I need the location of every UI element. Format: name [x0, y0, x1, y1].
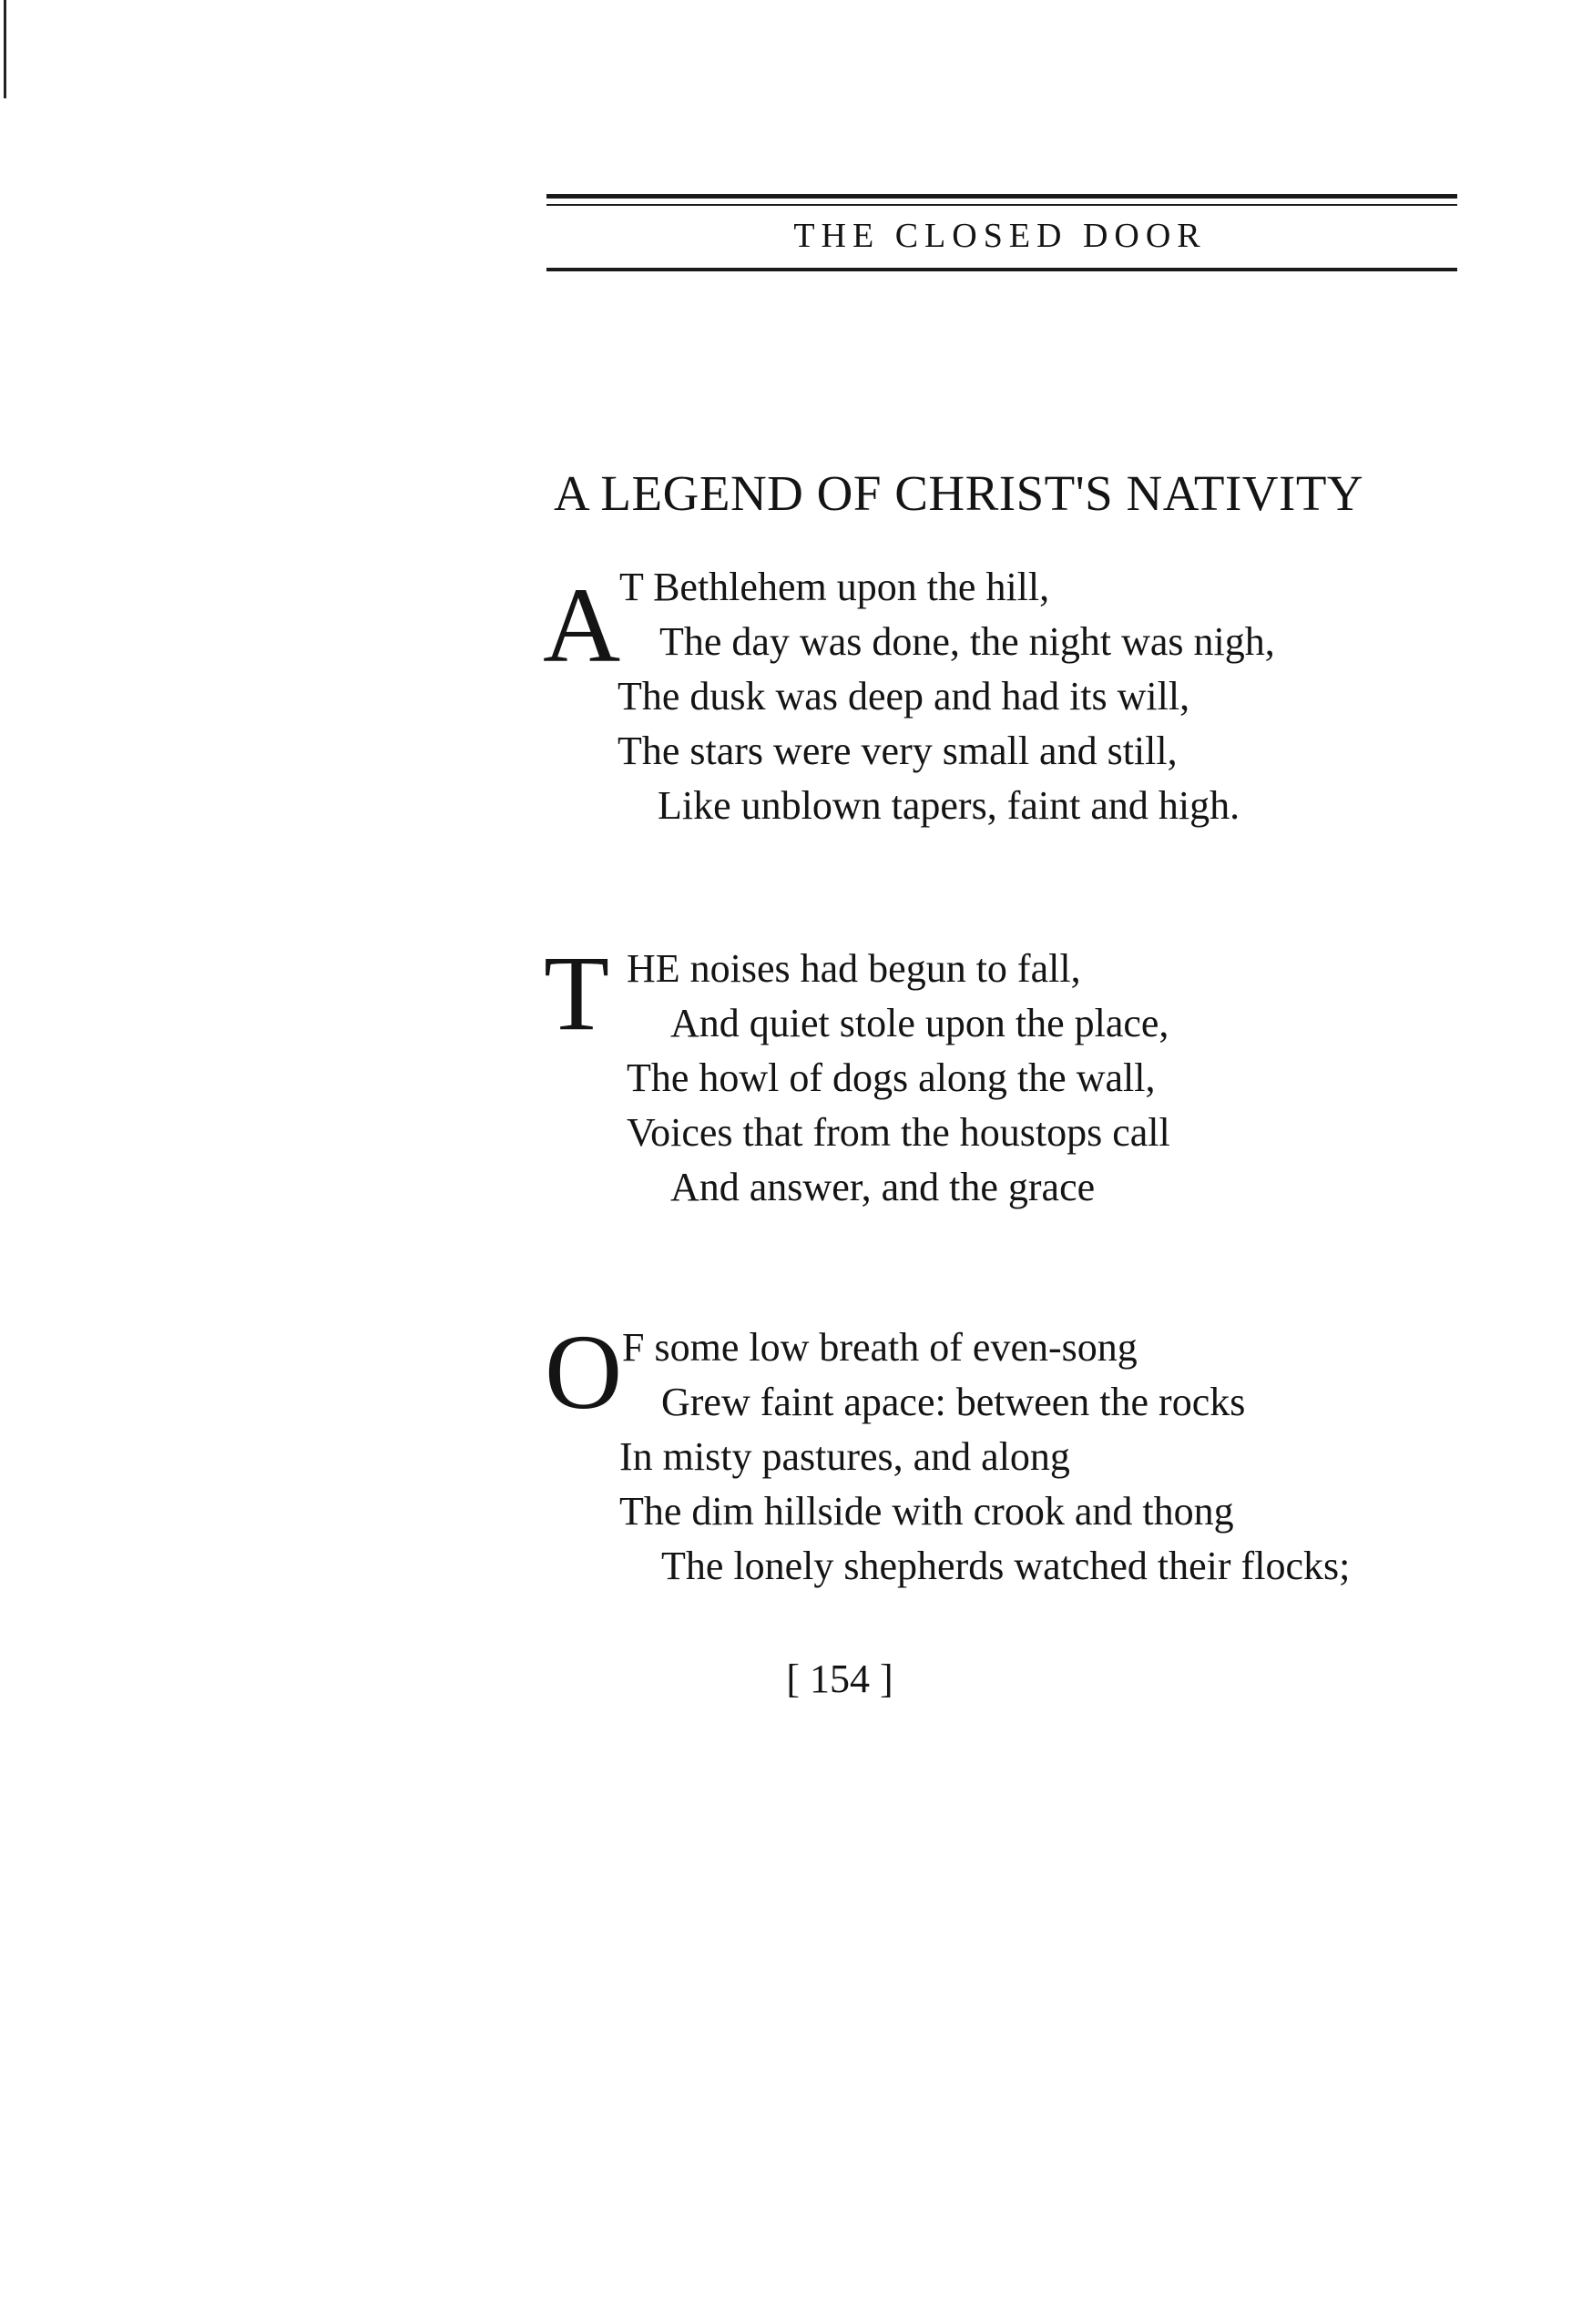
running-head-title: THE CLOSED DOOR [793, 217, 1207, 255]
poem-line: The lonely shepherds watched their flocks; [661, 1544, 1351, 1588]
poem-line: The dim hillside with crook and thong [619, 1489, 1234, 1534]
poem-line: F some low breath of even-song [622, 1325, 1138, 1370]
margin-scan-mark [4, 0, 6, 98]
poem-line: Voices that from the houstops call [627, 1110, 1170, 1155]
poem-line: Grew faint apace: between the rocks [661, 1380, 1246, 1424]
drop-cap: O [545, 1312, 623, 1432]
drop-cap: A [543, 566, 621, 685]
poem-line: And answer, and the grace [670, 1165, 1096, 1209]
header-rule [546, 268, 1457, 271]
drop-cap: T [544, 933, 610, 1053]
poem-line: HE noises had begun to fall, [627, 946, 1081, 991]
page-number: [ 154 ] [786, 1656, 893, 1701]
poem-line: In misty pastures, and along [619, 1434, 1070, 1479]
poem-line: The dusk was deep and had its will, [618, 674, 1190, 719]
running-head [546, 194, 1457, 271]
header-double-rule [546, 194, 1457, 206]
poem-line: T Bethlehem upon the hill, [619, 565, 1050, 609]
poem-line: And quiet stole upon the place, [670, 1001, 1169, 1045]
poem-line: Like unblown tapers, faint and high. [658, 783, 1240, 828]
poem-line: The stars were very small and still, [618, 729, 1178, 773]
poem-title: A LEGEND OF CHRIST'S NATIVITY [554, 465, 1364, 521]
poem-line: The day was done, the night was nigh, [659, 619, 1275, 664]
poem-line: The howl of dogs along the wall, [627, 1055, 1156, 1100]
